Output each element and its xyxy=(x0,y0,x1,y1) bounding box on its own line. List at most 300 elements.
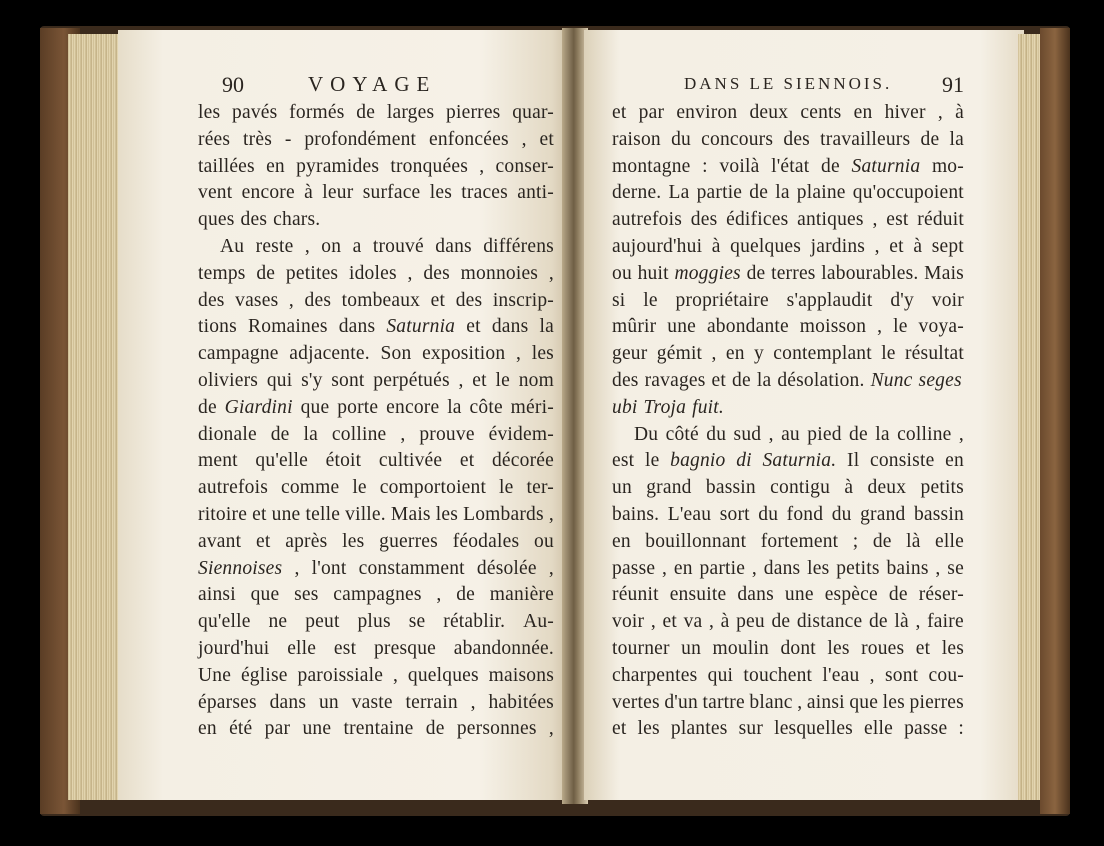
word: seges xyxy=(918,369,962,391)
word: surface xyxy=(362,182,421,204)
text-line xyxy=(612,288,964,315)
word: réduit xyxy=(917,209,964,231)
word: , xyxy=(548,718,554,740)
word: geur xyxy=(612,343,648,365)
word: les xyxy=(637,718,660,740)
word: et xyxy=(612,718,627,740)
word: vertes xyxy=(612,691,660,713)
word: blanc xyxy=(749,691,793,713)
word: que xyxy=(300,396,330,418)
word: de xyxy=(732,369,751,391)
text-line xyxy=(612,127,964,154)
word: de xyxy=(868,611,888,633)
word: moulin xyxy=(712,637,769,659)
word: de xyxy=(425,718,445,740)
word: concours xyxy=(701,128,774,150)
word: rées xyxy=(198,128,231,150)
word: Saturnia xyxy=(851,155,921,177)
word: la xyxy=(949,128,964,150)
word: édifices xyxy=(726,209,789,231)
word: inscrip- xyxy=(492,289,554,311)
word: La xyxy=(668,182,690,204)
text-line xyxy=(198,261,554,288)
word: bassin xyxy=(705,477,756,499)
word: , xyxy=(294,557,300,579)
word: est xyxy=(886,209,909,231)
word: méri- xyxy=(510,396,554,418)
word: deux xyxy=(749,102,789,123)
word: été xyxy=(229,718,253,740)
text-line xyxy=(612,502,964,529)
word: , xyxy=(548,262,554,284)
word: plus xyxy=(357,611,391,633)
word: , xyxy=(937,102,943,123)
word: raison xyxy=(612,128,661,150)
word: guerres xyxy=(379,530,438,552)
word: au xyxy=(781,423,800,445)
text-line xyxy=(612,207,964,234)
word: encore xyxy=(386,396,440,418)
word: personnes xyxy=(456,718,537,740)
word: temps xyxy=(198,262,246,284)
word: une xyxy=(667,316,697,338)
word: sur xyxy=(738,718,764,740)
word: des xyxy=(455,289,483,311)
word: que xyxy=(849,691,879,713)
word: presque xyxy=(373,637,437,659)
word: exposition xyxy=(422,343,506,365)
word: Une xyxy=(198,664,232,686)
word: , xyxy=(797,691,803,713)
word: mo- xyxy=(931,155,964,177)
word: tronquées xyxy=(390,155,468,177)
word: vaste xyxy=(351,691,393,713)
text-line xyxy=(198,100,554,127)
text-line xyxy=(198,663,554,690)
word: , xyxy=(470,691,476,713)
word: contigu xyxy=(770,477,831,499)
word: et xyxy=(662,611,677,633)
word: les xyxy=(882,691,905,713)
word: faire xyxy=(927,611,964,633)
word: Du xyxy=(634,423,659,445)
word: pied xyxy=(807,423,842,445)
word: encore xyxy=(241,182,295,204)
word: montagne xyxy=(612,155,691,177)
text-line xyxy=(198,341,554,368)
word: trouvé xyxy=(372,235,424,257)
text-line xyxy=(198,690,554,717)
text-line xyxy=(612,422,964,449)
word: peut xyxy=(305,611,340,633)
word: église xyxy=(240,664,288,686)
word: travailleurs xyxy=(820,128,911,150)
word: de xyxy=(456,584,476,606)
word: désolée xyxy=(476,557,537,579)
word: de xyxy=(256,262,276,284)
word: cents xyxy=(800,102,842,123)
book-cover-right xyxy=(1040,28,1070,814)
text-line xyxy=(198,422,554,449)
word: par xyxy=(264,718,291,740)
word: qui xyxy=(266,369,293,391)
text-line xyxy=(612,261,964,288)
word: quar- xyxy=(512,102,554,123)
word: elle xyxy=(935,530,964,552)
word: chars. xyxy=(273,209,321,231)
word: , xyxy=(458,369,464,391)
word: Troja xyxy=(643,396,687,418)
word: la xyxy=(303,423,318,445)
word: plantes xyxy=(670,718,728,740)
word: très xyxy=(243,128,272,150)
word: de xyxy=(821,155,840,177)
word: , xyxy=(915,611,921,633)
word: et xyxy=(472,369,487,391)
word: réunit xyxy=(612,584,659,606)
word: les xyxy=(531,343,554,365)
word: sud xyxy=(733,423,762,445)
word: deux xyxy=(867,477,907,499)
word: grand xyxy=(860,503,906,525)
word: propriétaire xyxy=(675,289,769,311)
word: Giardini xyxy=(224,396,293,418)
word: charpentes xyxy=(612,664,698,686)
word: à xyxy=(844,477,854,499)
text-line xyxy=(612,475,964,502)
word: campagnes xyxy=(333,584,422,606)
word: ville. xyxy=(345,503,386,525)
word: colline xyxy=(897,423,952,445)
word: de xyxy=(920,128,940,150)
word: voir xyxy=(931,289,964,311)
word: avant xyxy=(198,530,242,552)
word: tombeaux xyxy=(341,289,421,311)
word: , xyxy=(872,209,878,231)
word: dionale xyxy=(198,423,257,445)
word: - xyxy=(284,128,292,150)
word: les xyxy=(941,637,964,659)
word: terres xyxy=(771,262,816,284)
word: un xyxy=(612,477,632,499)
right-page-header xyxy=(612,72,964,100)
word: , xyxy=(479,155,485,177)
word: , xyxy=(958,423,964,445)
text-line xyxy=(612,663,964,690)
running-title: DANS LE SIENNOIS. xyxy=(684,74,893,93)
text-line xyxy=(612,154,964,181)
word: en xyxy=(673,557,693,579)
word: formés xyxy=(289,102,345,123)
text-line xyxy=(198,475,554,502)
word: consiste xyxy=(870,450,935,472)
word: traces xyxy=(461,182,508,204)
word: la xyxy=(539,316,554,338)
word: fond xyxy=(786,503,824,525)
word: à xyxy=(711,235,721,257)
word: rétablir. xyxy=(443,611,506,633)
word: ou xyxy=(534,530,554,552)
word: Romaines xyxy=(248,316,328,338)
word: larges xyxy=(386,102,435,123)
word: quelques xyxy=(730,235,802,257)
word: comme xyxy=(280,477,340,499)
word: du xyxy=(706,423,727,445)
word: Nunc xyxy=(870,369,913,391)
word: derne. xyxy=(612,182,662,204)
left-page-text xyxy=(198,72,554,743)
word: ses xyxy=(294,584,319,606)
word: cultivée xyxy=(378,450,443,472)
word: un xyxy=(318,691,339,713)
word: des xyxy=(198,289,225,311)
text-line xyxy=(198,234,554,261)
word: et xyxy=(466,316,481,338)
word: manière xyxy=(489,584,554,606)
text-line xyxy=(612,180,964,207)
word: , xyxy=(650,611,656,633)
word: peu xyxy=(736,611,765,633)
word: , xyxy=(400,423,406,445)
word: petites xyxy=(285,262,339,284)
word: que xyxy=(250,584,280,606)
text-lines xyxy=(198,100,554,743)
word: elle xyxy=(864,718,893,740)
word: , xyxy=(392,664,399,686)
word: , xyxy=(436,584,442,606)
word: , xyxy=(521,128,527,150)
word: le xyxy=(495,369,510,391)
word: d'y xyxy=(890,289,914,311)
word: L'eau xyxy=(667,503,712,525)
word: grand xyxy=(646,477,692,499)
word: jardins xyxy=(810,235,866,257)
text-line xyxy=(198,127,554,154)
word: s'applaudit xyxy=(786,289,873,311)
word: étoit xyxy=(325,450,362,472)
word: labourables. xyxy=(821,262,919,284)
word: la xyxy=(756,369,772,391)
page-number: 90 xyxy=(222,72,244,97)
text-line xyxy=(198,716,554,743)
page-edges-left xyxy=(68,34,124,800)
running-title: VOYAGE xyxy=(308,72,437,96)
word: colline xyxy=(331,423,387,445)
word: , xyxy=(768,423,774,445)
word: petits xyxy=(920,477,964,499)
text-line xyxy=(198,636,554,663)
word: en xyxy=(266,155,285,177)
word: abondante xyxy=(706,316,789,338)
word: elle xyxy=(287,637,317,659)
word: qui xyxy=(707,664,734,686)
word: de xyxy=(198,396,217,418)
page-number: 91 xyxy=(942,72,964,97)
text-line xyxy=(198,609,554,636)
text-line xyxy=(612,341,964,368)
word: dans xyxy=(269,691,307,713)
text-line xyxy=(198,368,554,395)
word: dans xyxy=(338,316,376,338)
word: anti- xyxy=(517,182,554,204)
word: pierres xyxy=(909,691,964,713)
word: tourner xyxy=(612,637,670,659)
word: reste xyxy=(255,235,294,257)
word: maisons xyxy=(488,664,554,686)
word: , xyxy=(874,235,880,257)
word: et xyxy=(889,235,904,257)
word: partie xyxy=(699,557,746,579)
word: y xyxy=(754,343,764,365)
text-line xyxy=(612,582,964,609)
word: côté xyxy=(665,423,699,445)
word: ; xyxy=(852,530,859,552)
text-line xyxy=(198,582,554,609)
word: en xyxy=(853,102,873,123)
word: à xyxy=(304,182,313,204)
word: porte xyxy=(337,396,379,418)
word: mûrir xyxy=(612,316,657,338)
word: Mais xyxy=(924,262,964,284)
word: le xyxy=(644,450,660,472)
word: telle xyxy=(305,503,341,525)
text-line xyxy=(612,314,964,341)
word: contemplant xyxy=(773,343,872,365)
text-line xyxy=(612,556,964,583)
right-page-text xyxy=(612,72,964,743)
word: antiques xyxy=(797,209,864,231)
word: éparses xyxy=(198,691,257,713)
word: quelques xyxy=(407,664,479,686)
word: l'état xyxy=(771,155,810,177)
word: du xyxy=(831,503,852,525)
word: perpétués xyxy=(373,369,450,391)
word: bagnio xyxy=(670,450,726,472)
text-line xyxy=(612,716,964,743)
word: , xyxy=(751,557,757,579)
word: là xyxy=(894,611,909,633)
word: voir xyxy=(612,611,645,633)
word: , xyxy=(288,289,294,311)
word: le xyxy=(643,289,658,311)
text-line xyxy=(612,448,964,475)
word: une xyxy=(271,503,301,525)
word: partie xyxy=(696,182,743,204)
word: taillées xyxy=(198,155,255,177)
word: autrefois xyxy=(612,209,683,231)
word: nom xyxy=(518,369,554,391)
word: plaine xyxy=(796,182,846,204)
text-line xyxy=(612,368,964,395)
word: di xyxy=(736,450,752,472)
word: , xyxy=(708,611,715,633)
word: des xyxy=(423,262,450,284)
word: : xyxy=(958,718,964,740)
word: résultat xyxy=(904,343,964,365)
word: si xyxy=(612,289,626,311)
word: en xyxy=(198,718,217,740)
word: les xyxy=(342,530,365,552)
word: le xyxy=(893,316,908,338)
word: de xyxy=(771,611,791,633)
word: la xyxy=(875,423,890,445)
word: et xyxy=(711,369,727,391)
word: les xyxy=(198,102,221,123)
word: du xyxy=(671,128,691,150)
word: Siennoises xyxy=(198,557,283,579)
word: qu'occupoient xyxy=(852,182,964,204)
word: tartre xyxy=(702,691,745,713)
word: désolation. xyxy=(777,369,865,391)
word: , xyxy=(304,235,310,257)
word: une xyxy=(302,718,332,740)
word: par xyxy=(638,102,665,123)
word: de xyxy=(872,530,892,552)
word: a xyxy=(352,235,362,257)
word: dans xyxy=(737,584,774,606)
word: ou xyxy=(612,262,632,284)
word: gémit xyxy=(656,343,703,365)
word: en xyxy=(945,450,964,472)
word: est xyxy=(612,450,635,472)
word: du xyxy=(758,503,779,525)
word: Lombards xyxy=(463,503,544,525)
text-line xyxy=(198,288,554,315)
word: ter- xyxy=(526,477,554,499)
text-line xyxy=(612,395,964,422)
word: côte xyxy=(469,396,503,418)
word: adjacente. xyxy=(289,343,370,365)
word: vent xyxy=(198,182,233,204)
word: à xyxy=(913,235,923,257)
word: espèce xyxy=(824,584,878,606)
text-line xyxy=(198,529,554,556)
word: l'ont xyxy=(311,557,347,579)
word: fortement xyxy=(760,530,839,552)
text-line xyxy=(198,314,554,341)
word: , xyxy=(662,557,668,579)
word: à xyxy=(720,611,730,633)
word: petits xyxy=(836,557,880,579)
word: bassin xyxy=(913,503,964,525)
word: de xyxy=(849,423,868,445)
word: , xyxy=(869,664,875,686)
word: sont xyxy=(331,369,365,391)
word: vases xyxy=(235,289,279,311)
word: , xyxy=(515,343,522,365)
word: à xyxy=(955,102,964,123)
word: les xyxy=(429,182,452,204)
word: roues xyxy=(861,637,905,659)
word: monnoies xyxy=(460,262,539,284)
word: autrefois xyxy=(198,477,269,499)
word: de xyxy=(270,423,290,445)
word: oliviers xyxy=(198,369,259,391)
word: prouve xyxy=(419,423,475,445)
word: lesquelles xyxy=(774,718,853,740)
word: fuit. xyxy=(692,396,724,418)
text-line xyxy=(612,100,964,127)
word: bains. xyxy=(612,503,660,525)
word: ubi xyxy=(612,396,638,418)
word: passe xyxy=(904,718,948,740)
text-line xyxy=(198,180,554,207)
word: sont xyxy=(884,664,919,686)
word: hiver xyxy=(884,102,926,123)
word: Saturnia. xyxy=(762,450,837,472)
word: évidem- xyxy=(488,423,554,445)
word: et xyxy=(539,128,554,150)
